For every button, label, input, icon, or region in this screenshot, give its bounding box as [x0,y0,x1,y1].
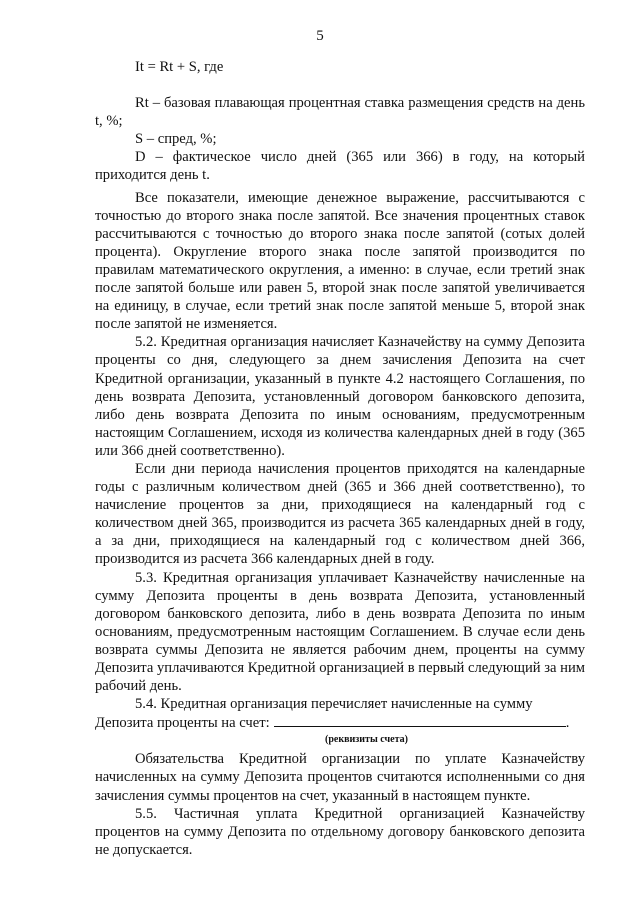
account-line-end: . [565,715,570,732]
paragraph-5-5: 5.5. Частичная уплата Кредитной организацией Казначейству процентов на сумму Депозита по отдельному договору банковского депозита не допускается. [95,805,585,858]
paragraph-5-3: 5.3. Кредитная организация уплачивает Казначейству начисленные на сумму Депозита проценты в день возврата Депозита, установленный договором банковского депозита, либо в день возврата Депозита по иным основаниям, предусмотренным настоящим Соглашением. В случае если день возврата суммы Депозита не является рабочим днем, проценты на сумму Депозита уплачиваются Кредитной организацией в первый следующий за ним рабочий день. [95,569,585,695]
account-line [95,713,585,732]
definition-rt: Rt – базовая плавающая процентная ставка размещения средств на день t, %; [95,95,585,130]
account-blank-field [274,713,566,727]
account-line-text: Депозита проценты на счет: [95,715,270,732]
definition-d: D – фактическое число дней (365 или 366) в году, на который приходится день t. [95,149,585,184]
page-number: 5 [316,28,324,44]
paragraph-calendar-years: Если дни периода начисления процентов приходятся на календарные годы с различным количеством дней (365 и 366 дней соответственно), то начисление процентов за дни, приходящиеся на календарный год с количеством дней 365, производится из расчета 365 календарных дней в году, а за дни, приходящиеся на календарный год с количеством дней 366, производится из расчета 366 календарных дней в году. [95,460,585,568]
account-caption: (реквизиты счета) [325,734,408,746]
paragraph-obligations: Обязательства Кредитной организации по уплате Казначейству начисленных на сумму Депозита процентов считаются исполненными со дня зачисления суммы процентов на счет, указанный в настоящем пункте. [95,751,585,804]
formula: It = Rt + S, где [135,59,224,75]
document-body [95,58,585,859]
paragraph-rounding: Все показатели, имеющие денежное выражение, рассчитываются с точностью до второго знака после запятой. Все значения процентных ставок рассчитываются с точностью до второго знака после запятой (сотых долей процента). Округление второго знака после запятой производится по правилам математического округления, а именно: в случае, если третий знак после запятой больше или равен 5, второй знак после запятой увеличивается на единицу, в случае, если третий знак после запятой меньше 5, второй знак после запятой не изменяется. [95,189,585,333]
paragraph-5-2: 5.2. Кредитная организация начисляет Казначейству на сумму Депозита проценты со дня, следующего за днем зачисления Депозита на счет Кредитной организации, указанный в пункте 4.2 настоящего Соглашения, по день возврата Депозита, установленный договором банковского депозита, либо день возврата Депозита по иным основаниям, предусмотренным настоящим Соглашением, исходя из количества календарных дней в году (365 или 366 дней соответственно). [95,334,585,459]
paragraph-5-4: 5.4. Кредитная организация перечисляет начисленные на сумму [135,696,533,713]
definition-s: S – спред, %; [135,131,217,148]
